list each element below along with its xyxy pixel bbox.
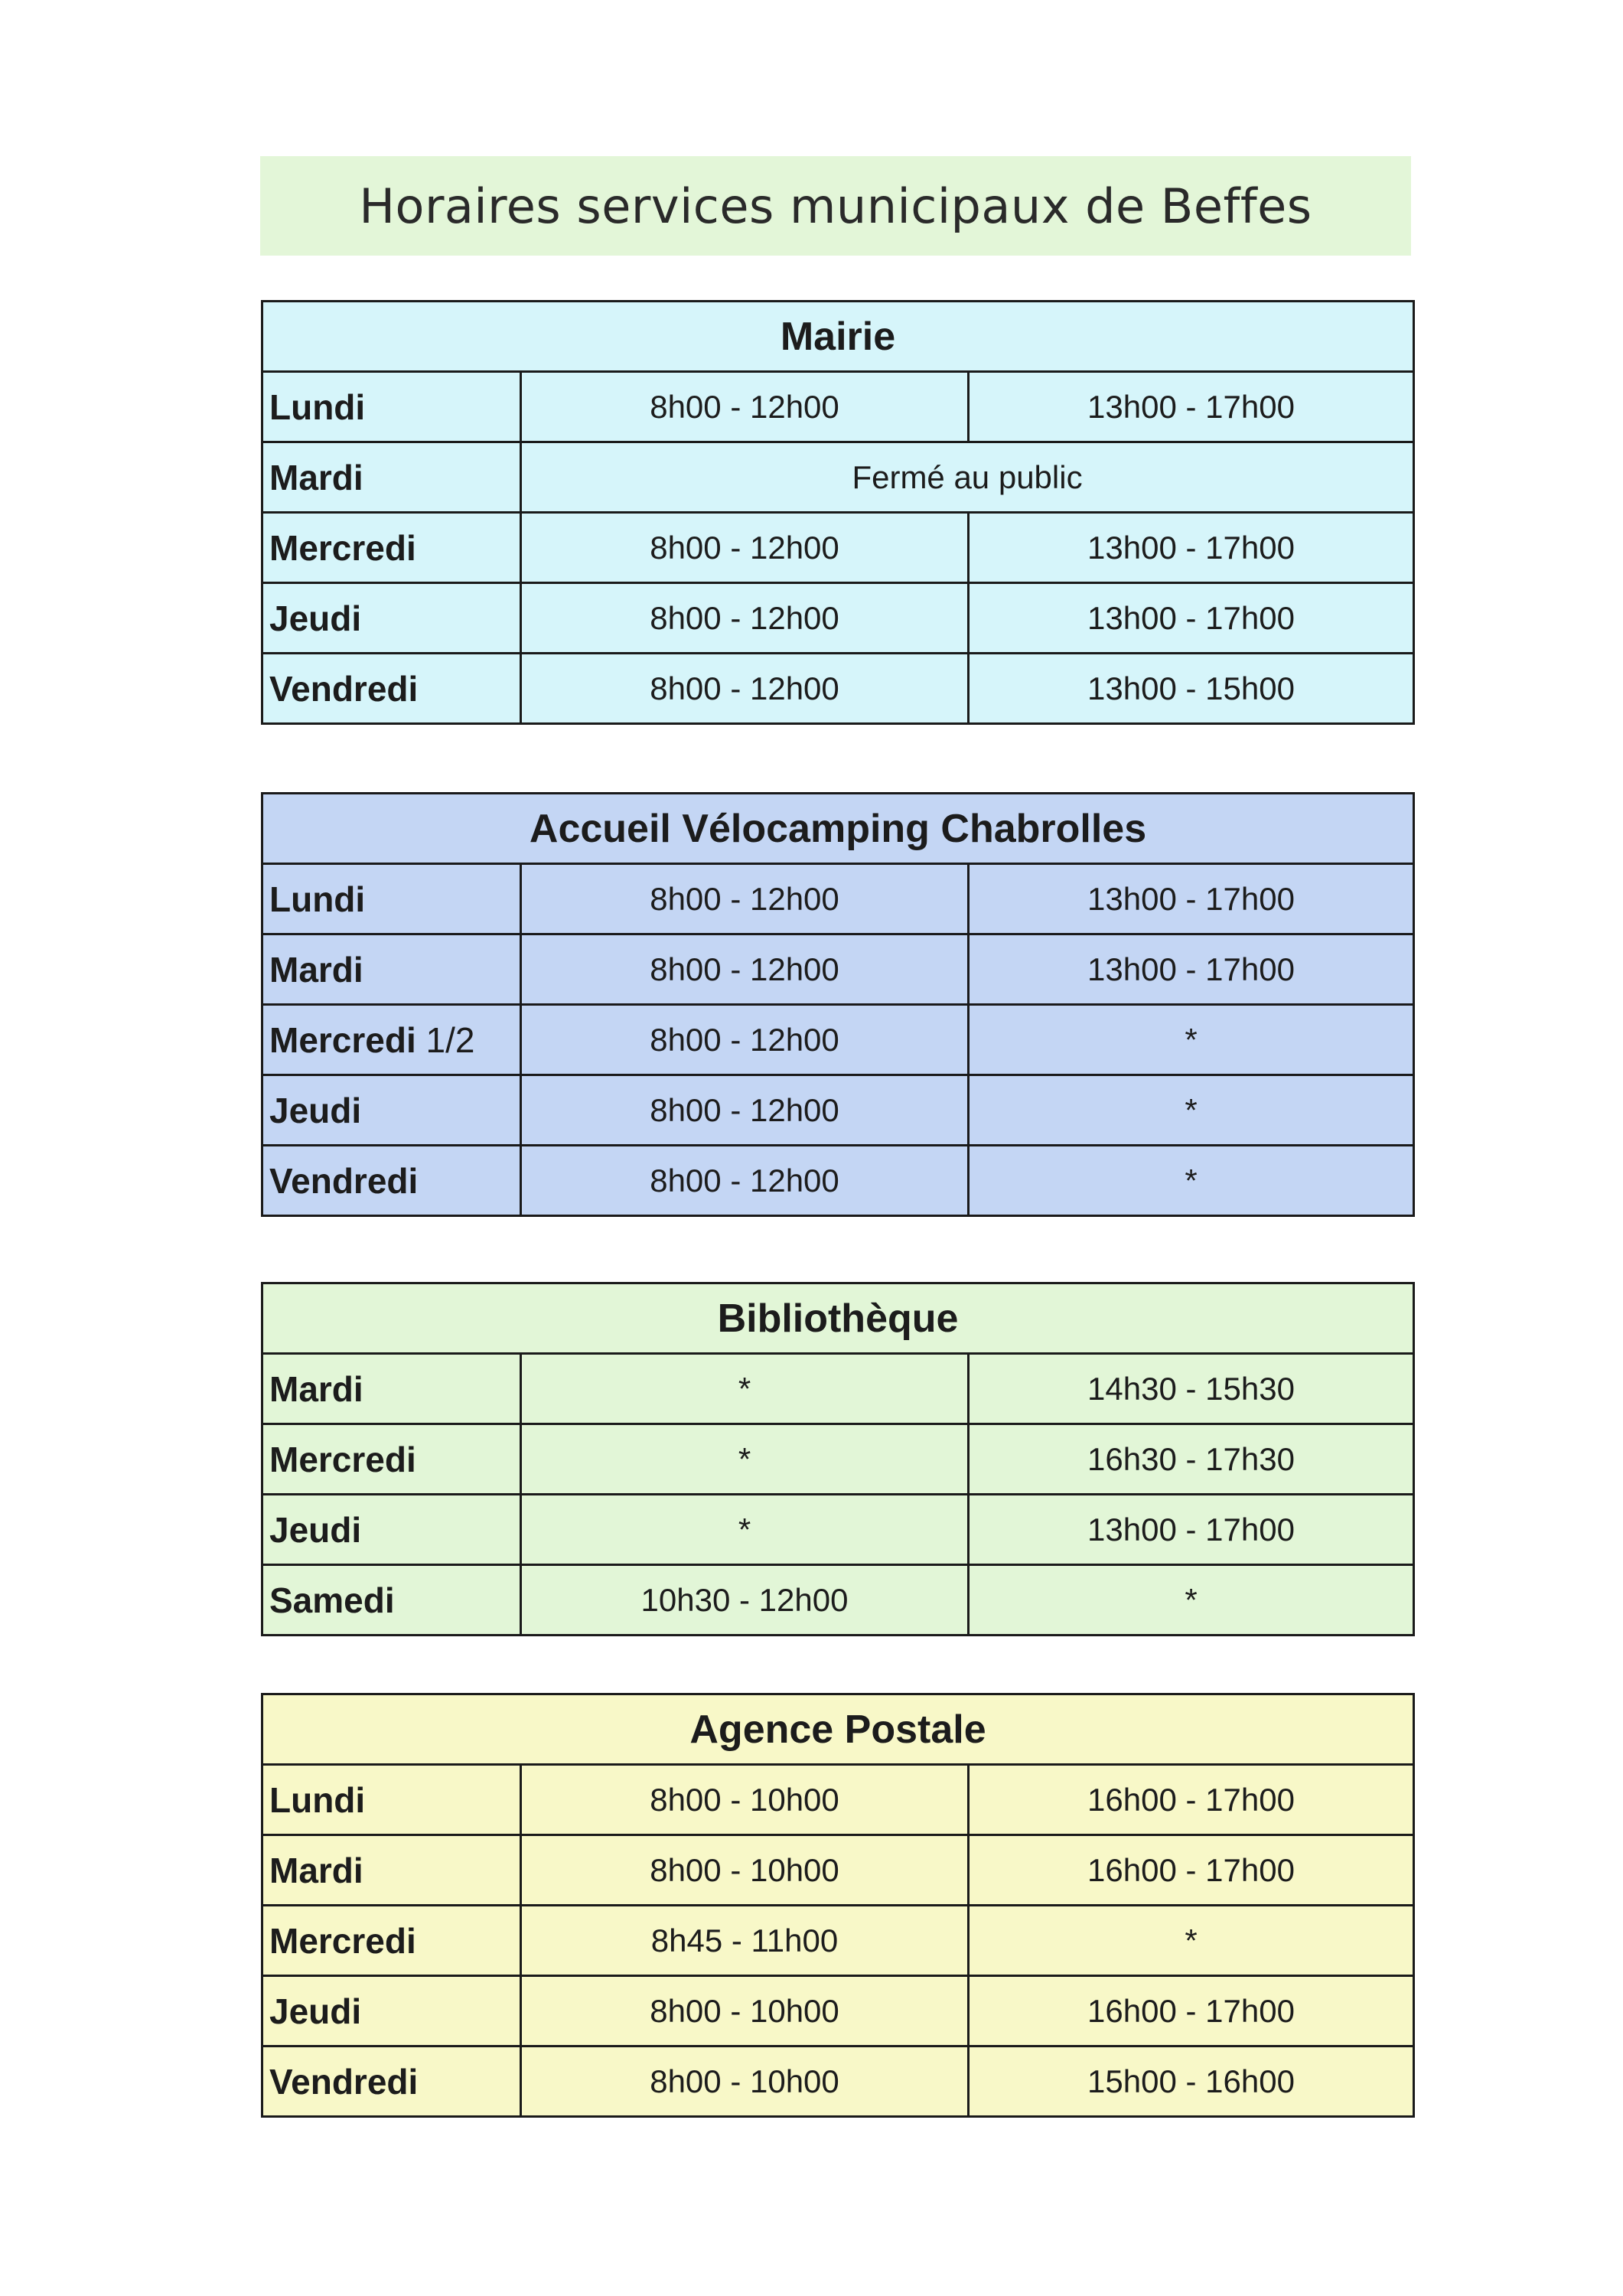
table-header-row [262,1694,1414,1765]
day-cell: Mercredi [262,513,521,583]
morning-hours-cell: 8h00 - 12h00 [521,583,969,654]
morning-hours-cell: 8h00 - 10h00 [521,1765,969,1835]
afternoon-hours-cell: * [969,1906,1414,1976]
table-row [262,1976,1414,2047]
afternoon-hours-cell: 15h00 - 16h00 [969,2047,1414,2117]
morning-hours-cell: 8h00 - 10h00 [521,1835,969,1906]
table-row [262,1565,1414,1636]
morning-hours-cell: * [521,1495,969,1565]
table-row [262,1075,1414,1146]
table-header-row [262,1283,1414,1354]
day-cell [262,1005,521,1075]
morning-hours-cell: 8h00 - 12h00 [521,1005,969,1075]
afternoon-hours-cell: 13h00 - 15h00 [969,654,1414,724]
table-row [262,442,1414,513]
afternoon-hours-cell: 13h00 - 17h00 [969,1495,1414,1565]
day-cell: Jeudi [262,1495,521,1565]
morning-hours-cell: 8h00 - 12h00 [521,513,969,583]
day-cell: Lundi [262,372,521,442]
afternoon-hours-cell: * [969,1565,1414,1636]
day-cell: Mercredi [262,1906,521,1976]
morning-hours-cell: * [521,1424,969,1495]
morning-hours-cell: 8h00 - 12h00 [521,864,969,934]
table-row [262,864,1414,934]
day-cell: Jeudi [262,583,521,654]
morning-hours-cell: 8h00 - 10h00 [521,2047,969,2117]
afternoon-hours-cell: 16h00 - 17h00 [969,1976,1414,2047]
bibliotheque-schedule-table [261,1282,1415,1636]
afternoon-hours-cell: 16h00 - 17h00 [969,1765,1414,1835]
table-row [262,1835,1414,1906]
afternoon-hours-cell: 13h00 - 17h00 [969,372,1414,442]
afternoon-hours-cell: 16h30 - 17h30 [969,1424,1414,1495]
day-cell: Lundi [262,864,521,934]
afternoon-hours-cell: * [969,1005,1414,1075]
afternoon-hours-cell: 13h00 - 17h00 [969,513,1414,583]
title-banner [260,156,1411,256]
day-cell: Jeudi [262,1075,521,1146]
table-row [262,654,1414,724]
afternoon-hours-cell: 13h00 - 17h00 [969,864,1414,934]
afternoon-hours-cell: 13h00 - 17h00 [969,934,1414,1005]
morning-hours-cell: 10h30 - 12h00 [521,1565,969,1636]
table-row [262,1424,1414,1495]
day-suffix: 1/2 [425,1019,475,1060]
day-cell: Vendredi [262,654,521,724]
table-row [262,1354,1414,1424]
velocamping-schedule-table [261,792,1415,1217]
morning-hours-cell: 8h00 - 12h00 [521,1146,969,1216]
afternoon-hours-cell: * [969,1146,1414,1216]
afternoon-hours-cell: 13h00 - 17h00 [969,583,1414,654]
day-cell: Mardi [262,1354,521,1424]
day-cell: Jeudi [262,1976,521,2047]
afternoon-hours-cell: 14h30 - 15h30 [969,1354,1414,1424]
morning-hours-cell: 8h00 - 12h00 [521,654,969,724]
morning-hours-cell: 8h00 - 12h00 [521,1075,969,1146]
table-row [262,1146,1414,1216]
day-cell: Mardi [262,934,521,1005]
table-row [262,372,1414,442]
morning-hours-cell: 8h00 - 12h00 [521,934,969,1005]
table-header-row [262,794,1414,864]
table-row [262,1005,1414,1075]
morning-hours-cell: 8h45 - 11h00 [521,1906,969,1976]
day-cell: Vendredi [262,2047,521,2117]
table-row [262,934,1414,1005]
page-title: Horaires services municipaux de Beffes [359,178,1312,234]
day-cell: Mardi [262,1835,521,1906]
section-title-velocamping: Accueil Vélocamping Chabrolles [262,794,1414,864]
table-row [262,1495,1414,1565]
day-cell: Lundi [262,1765,521,1835]
table-row [262,2047,1414,2117]
morning-hours-cell: * [521,1354,969,1424]
table-row [262,583,1414,654]
day-cell: Vendredi [262,1146,521,1216]
section-title-bibliotheque: Bibliothèque [262,1283,1414,1354]
afternoon-hours-cell: 16h00 - 17h00 [969,1835,1414,1906]
agence-postale-schedule-table [261,1693,1415,2118]
section-title-mairie: Mairie [262,302,1414,372]
day-label: Mercredi [269,1019,416,1060]
day-cell: Mardi [262,442,521,513]
morning-hours-cell: 8h00 - 10h00 [521,1976,969,2047]
table-header-row [262,302,1414,372]
section-title-agence-postale: Agence Postale [262,1694,1414,1765]
morning-hours-cell: 8h00 - 12h00 [521,372,969,442]
table-row [262,1765,1414,1835]
table-row [262,1906,1414,1976]
closed-notice-cell: Fermé au public [521,442,1414,513]
mairie-schedule-table [261,300,1415,725]
table-row [262,513,1414,583]
afternoon-hours-cell: * [969,1075,1414,1146]
day-cell: Mercredi [262,1424,521,1495]
day-cell: Samedi [262,1565,521,1636]
